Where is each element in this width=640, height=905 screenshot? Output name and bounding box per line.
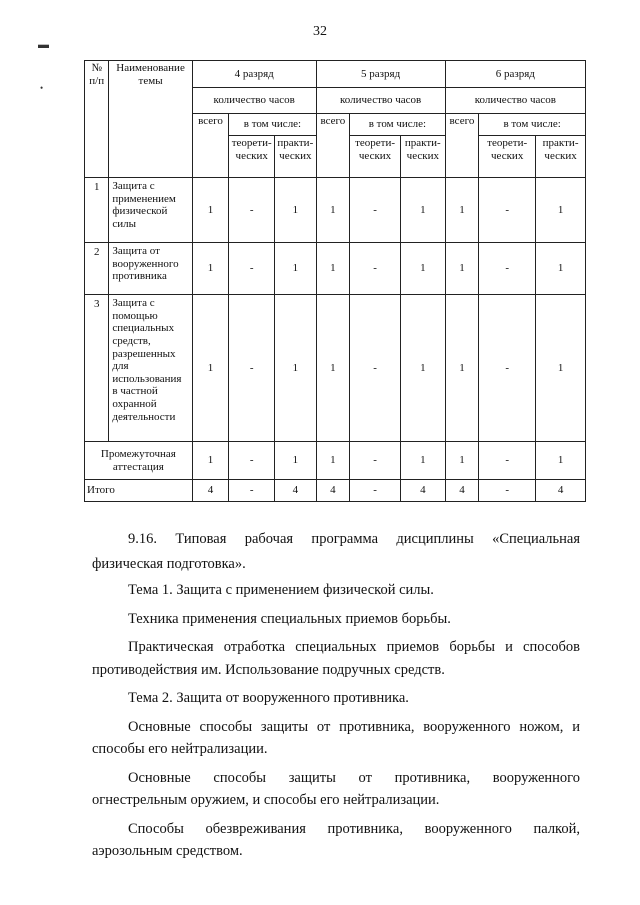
header-name: Наименование темы (109, 61, 192, 178)
header-hours: количество часов (192, 88, 316, 114)
row-num: 1 (85, 178, 109, 243)
paragraph: Техника применения специальных приемов борьбы. (128, 610, 451, 627)
row-num: 2 (85, 243, 109, 295)
cell: - (229, 295, 275, 442)
cell: 1 (192, 442, 229, 480)
cell: - (350, 480, 401, 502)
page-number: 32 (313, 24, 327, 39)
cell: 4 (316, 480, 350, 502)
cell: 1 (275, 442, 317, 480)
row-topic: Защита с помощью специальных средств, разрешенных для использования в частной охранной деятельности (109, 295, 192, 442)
cell: - (229, 480, 275, 502)
cell: 1 (536, 295, 586, 442)
cell: 4 (400, 480, 445, 502)
cell: - (350, 295, 401, 442)
paragraph: Основные способы защиты от противника, вооруженного ножом, и способы его нейтрализации. (92, 718, 580, 757)
row-topic: Защита от вооруженного противника (109, 243, 192, 295)
cell: - (479, 178, 536, 243)
header-theory: теорети- ческих (350, 136, 401, 178)
header-total: всего (316, 114, 350, 178)
cell: 1 (316, 178, 350, 243)
total-label: Итого (85, 480, 193, 502)
cell: 4 (192, 480, 229, 502)
cell: 1 (192, 178, 229, 243)
cell: - (350, 178, 401, 243)
header-total: всего (445, 114, 479, 178)
paragraph: Основные способы защиты от противника, вооруженного огнестрельным оружием, и способы его нейтрализации. (92, 769, 580, 808)
total-row (85, 480, 586, 502)
attestation-label: Промежуточная аттестация (85, 442, 193, 480)
section-heading-cont: физическая подготовка». (92, 555, 246, 572)
cell: 1 (536, 178, 586, 243)
cell: 1 (445, 178, 479, 243)
paragraph: Практическая отработка специальных приемов борьбы и способов противодействия им. Использование подручных средств. (92, 639, 580, 678)
header-practice: практи- ческих (536, 136, 586, 178)
cell: 1 (275, 178, 317, 243)
header-hours: количество часов (316, 88, 445, 114)
cell: 1 (316, 295, 350, 442)
row-num: 3 (85, 295, 109, 442)
cell: - (229, 178, 275, 243)
cell: 1 (400, 178, 445, 243)
cell: 1 (445, 295, 479, 442)
cell: 1 (445, 243, 479, 295)
cell: 1 (536, 442, 586, 480)
cell: 1 (316, 442, 350, 480)
cell: 4 (445, 480, 479, 502)
cell: 1 (192, 243, 229, 295)
row-topic: Защита с применением физической силы (109, 178, 192, 243)
header-hours: количество часов (445, 88, 585, 114)
cell: 1 (400, 442, 445, 480)
cell: 1 (192, 295, 229, 442)
topic-2-title: Тема 2. Защита от вооруженного противника. (128, 690, 409, 706)
topic-1-title: Тема 1. Защита с применением физической силы. (128, 582, 434, 598)
cell: 1 (400, 243, 445, 295)
cell: - (229, 442, 275, 480)
attestation-row (85, 442, 586, 480)
header-practice: практи- ческих (275, 136, 317, 178)
cell: 4 (536, 480, 586, 502)
header-total: всего (192, 114, 229, 178)
scan-dot: • (40, 83, 44, 93)
header-num: № п/п (85, 61, 109, 178)
header-including: в том числе: (229, 114, 316, 136)
cell: 1 (400, 295, 445, 442)
cell: - (350, 243, 401, 295)
cell: - (479, 243, 536, 295)
header-including: в том числе: (350, 114, 446, 136)
section-heading: 9.16. Типовая рабочая программа дисциплины «Специальная (128, 531, 580, 547)
document-body (92, 528, 580, 869)
table-row (85, 178, 586, 243)
cell: - (229, 243, 275, 295)
cell: - (479, 295, 536, 442)
cell: 1 (275, 243, 317, 295)
cell: - (350, 442, 401, 480)
header-theory: теорети- ческих (229, 136, 275, 178)
cell: - (479, 442, 536, 480)
scan-mark: ▬ (38, 39, 49, 51)
header-practice: практи- ческих (400, 136, 445, 178)
cell: - (479, 480, 536, 502)
cell: 1 (445, 442, 479, 480)
cell: 4 (275, 480, 317, 502)
table-row (85, 243, 586, 295)
header-theory: теорети- ческих (479, 136, 536, 178)
header-including: в том числе: (479, 114, 586, 136)
header-grade-4: 4 разряд (192, 61, 316, 88)
cell: 1 (275, 295, 317, 442)
cell: 1 (536, 243, 586, 295)
header-grade-5: 5 разряд (316, 61, 445, 88)
table-row (85, 295, 586, 442)
header-grade-6: 6 разряд (445, 61, 585, 88)
paragraph: Способы обезвреживания противника, вооруженного палкой, аэрозольным средством. (92, 820, 580, 859)
hours-table (84, 60, 586, 502)
cell: 1 (316, 243, 350, 295)
